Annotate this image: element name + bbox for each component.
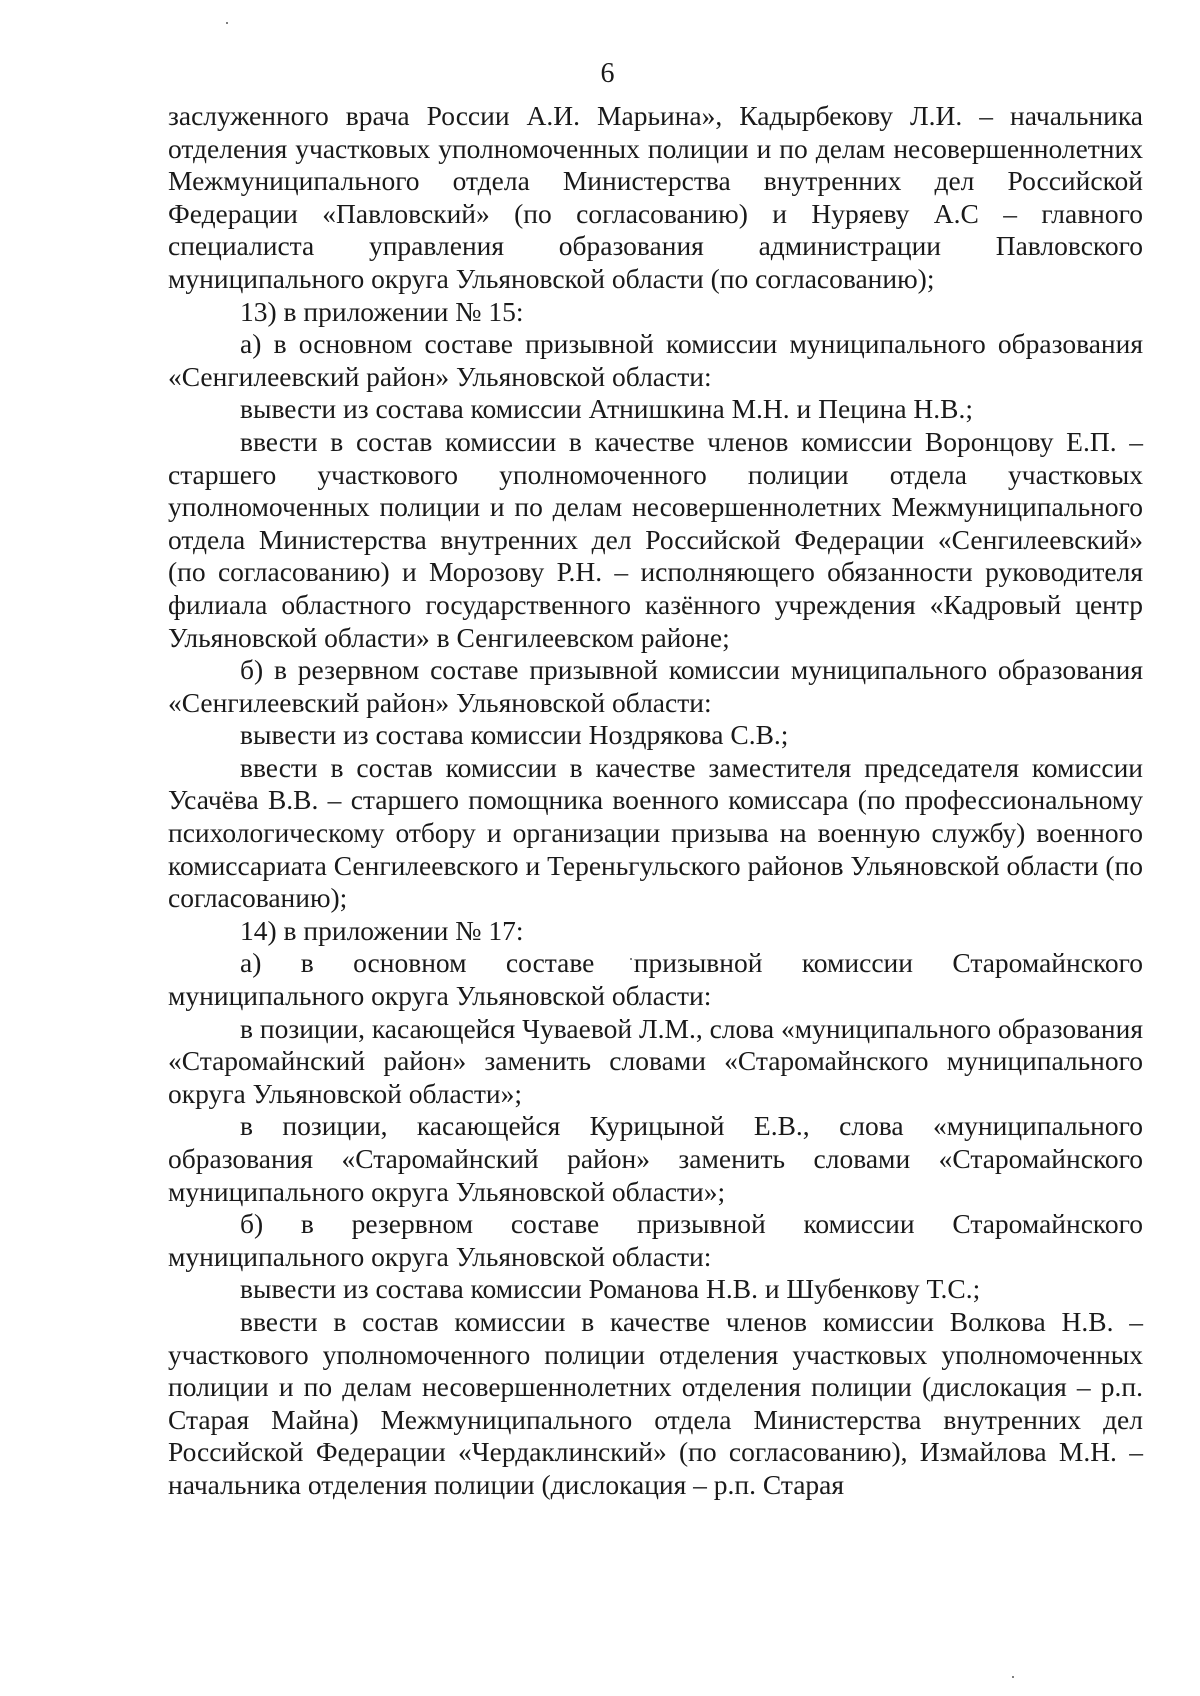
- paragraph: 14) в приложении № 17:: [240, 914, 524, 946]
- paragraph: ввести в состав комиссии в качестве членов комиссии Волкова Н.В. – участкового уполномоченного полиции отделения участковых уполномоченных полиции и по делам несовершеннолетних отделения полиции (дислокация – р.п. Старая Майна) Межмуниципального отдела Министерства внутренних дел Российской Федерации «Чердаклинский» (по согласованию), Измайлова М.Н. – начальника отделения полиции (дислокация – р.п. Старая: [168, 1305, 1143, 1500]
- paragraph: а) в основном составе призывной комиссии муниципального образования «Сенгилеевский район» Ульяновской области:: [168, 328, 1143, 392]
- paragraph: б) в резервном составе призывной комиссии Старомайнского муниципального округа Ульяновской области:: [168, 1208, 1143, 1272]
- paragraph: вывести из состава комиссии Ноздрякова С.В.;: [240, 719, 789, 751]
- paragraph: ввести в состав комиссии в качестве членов комиссии Воронцову Е.П. – старшего участкового уполномоченного полиции отдела участковых уполномоченных полиции и по делам несовершеннолетних Межмуниципального отдела Министерства внутренних дел Российской Федерации «Сенгилеевский» (по согласованию) и Морозову Р.Н. – исполняющего обязанности руководителя филиала областного государственного казённого учреждения «Кадровый центр Ульяновской области» в Сенгилеевском районе;: [168, 425, 1143, 653]
- paragraph: вывести из состава комиссии Романова Н.В. и Шубенкову Т.С.;: [240, 1273, 981, 1305]
- paragraph: вывести из состава комиссии Атнишкина М.Н. и Пецина Н.В.;: [240, 393, 973, 425]
- paragraph: ввести в состав комиссии в качестве заместителя председателя комиссии Усачёва В.В. – старшего помощника военного комиссара (по профессиональному психологическому отбору и организации призыва на военную службу) военного комиссариата Сенгилеевского и Тереньгульского районов Ульяновской области (по согласованию);: [168, 751, 1143, 914]
- paragraph: а) в основном составе призывной комиссии Старомайнского муниципального округа Ульяновской области:: [168, 947, 1143, 1012]
- document-body: [168, 100, 1143, 1502]
- scan-speck: [226, 22, 228, 24]
- paragraph: б) в резервном составе призывной комиссии муниципального образования «Сенгилеевский район» Ульяновской области:: [168, 654, 1143, 718]
- scan-speck: [1012, 1676, 1014, 1678]
- paragraph: в позиции, касающейся Курицыной Е.В., слова «муниципального образования «Старомайнский район» заменить словами «Старомайнского муниципального округа Ульяновской области»;: [168, 1110, 1143, 1207]
- page-number: 6: [600, 58, 615, 89]
- paragraph: в позиции, касающейся Чуваевой Л.М., слова «муниципального образования «Старомайнский район» заменить словами «Старомайнского муниципального округа Ульяновской области»;: [168, 1012, 1143, 1109]
- paragraph: 13) в приложении № 15:: [240, 295, 524, 327]
- paragraph: заслуженного врача России А.И. Марьина», Кадырбекову Л.И. – начальника отделения участковых уполномоченных полиции и по делам несовершеннолетних Межмуниципального отдела Министерства внутренних дел Российской Федерации «Павловский» (по согласованию) и Нуряеву А.С – главного специалиста управления образования администрации Павловского муниципального округа Ульяновской области (по согласованию);: [168, 100, 1143, 294]
